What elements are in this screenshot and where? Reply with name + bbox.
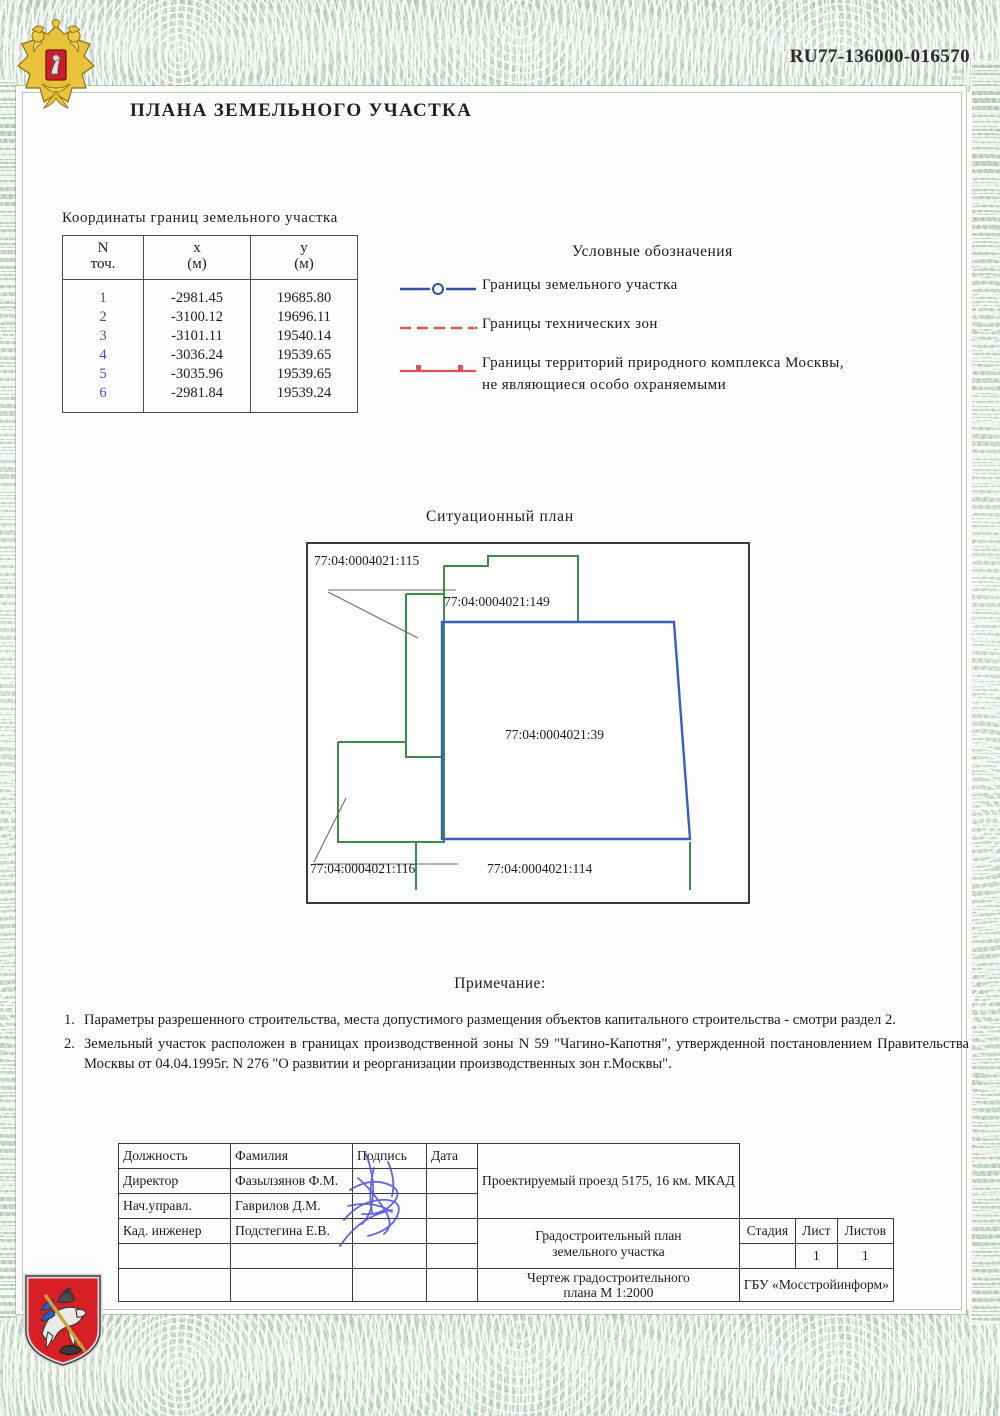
tb-sheets-value: 1 <box>837 1244 893 1269</box>
coordinates-x-value: -2981.45 <box>144 289 251 308</box>
coordinates-x-value: -2981.84 <box>144 384 251 403</box>
callout-leader-116 <box>314 798 346 862</box>
tb-row-name: Подстегина Е.В. <box>231 1219 353 1244</box>
coordinates-header-n: N точ. <box>63 236 144 280</box>
note-item <box>64 1010 969 1031</box>
tb-header-name: Фамилия <box>231 1144 353 1169</box>
legend-item-nature-complex-boundary <box>400 353 960 397</box>
parcel-115-boundary <box>406 566 444 757</box>
coordinates-point-number: 5 <box>63 365 144 384</box>
coordinates-x-value: -3036.24 <box>144 346 251 365</box>
coordinates-header-y: y (м) <box>251 236 358 280</box>
tb-stage-header: Стадия <box>739 1219 795 1244</box>
legend-item-land-plot-boundary <box>400 275 960 301</box>
note-text: Параметры разрешенного строительства, места допустимого размещения объектов капитального строительства - смотри раздел 2. <box>84 1012 896 1028</box>
dashed-red-line-icon <box>400 314 482 340</box>
tb-row-sign[interactable] <box>353 1169 427 1194</box>
moscow-coat-of-arms-emblem <box>22 1272 104 1368</box>
tb-header-date: Дата <box>427 1144 478 1169</box>
red-line-with-ticks-icon <box>400 353 482 381</box>
tb-row-name[interactable] <box>231 1244 353 1269</box>
coordinates-section <box>62 210 358 413</box>
note-text: Земельный участок расположен в границах производственной зоны N 59 "Чагино-Капотня", утвержденной постановлением Правительства Москвы от 04.04.1995г. N 276 "О развитии и реорганизации производственных зон г.Москвы". <box>84 1035 969 1073</box>
notes-title: Примечание: <box>454 975 546 992</box>
coordinates-point-number: 2 <box>63 308 144 327</box>
note-item <box>64 1034 969 1075</box>
coordinates-x-value: -3035.96 <box>144 365 251 384</box>
parcel-116-boundary <box>338 742 444 842</box>
page-title: ПЛАНА ЗЕМЕЛЬНОГО УЧАСТКА <box>130 100 473 121</box>
tb-sheet-value: 1 <box>796 1244 838 1269</box>
tb-drawing-kind: Чертеж градостроительного плана М 1:2000 <box>478 1269 740 1302</box>
tb-row-post: Кад. инженер <box>119 1219 231 1244</box>
coordinates-spacer-row <box>63 279 358 289</box>
document-number: RU77-136000-016570 <box>789 46 970 67</box>
parcel-label-149: 77:04:0004021:149 <box>444 594 550 609</box>
coordinates-row <box>63 365 358 384</box>
coordinates-y-value: 19685.80 <box>251 289 358 308</box>
title-block-table <box>118 1143 894 1302</box>
tb-row-post: Нач.управл. <box>119 1194 231 1219</box>
notes-section <box>64 1010 969 1078</box>
coordinates-y-value: 19539.24 <box>251 384 358 403</box>
coordinates-point-number: 6 <box>63 384 144 403</box>
legend-item-technical-zone-boundary <box>400 314 960 340</box>
coordinates-row <box>63 346 358 365</box>
parcel-label-114: 77:04:0004021:114 <box>487 861 593 876</box>
callout-leader-115 <box>328 592 418 638</box>
tb-row-date[interactable] <box>427 1269 478 1302</box>
tb-row-name: Фазылзянов Ф.М. <box>231 1169 353 1194</box>
legend-label: Границы технических зон <box>482 316 658 332</box>
parcel-label-116: 77:04:0004021:116 <box>310 861 416 876</box>
tb-row-post[interactable] <box>119 1269 231 1302</box>
title-block <box>118 1143 894 1302</box>
coordinates-row <box>63 308 358 327</box>
coordinates-point-number: 4 <box>63 346 144 365</box>
guilloche-band-left <box>0 80 16 1320</box>
coordinates-point-number: 1 <box>63 289 144 308</box>
tb-row-sign[interactable] <box>353 1219 427 1244</box>
tb-header-sign: Подпись <box>353 1144 427 1169</box>
tb-row-name: Гаврилов Д.М. <box>231 1194 353 1219</box>
solid-blue-line-with-circle-icon <box>400 275 482 301</box>
coordinates-header-x: x (м) <box>144 236 251 280</box>
tb-row-date[interactable] <box>427 1194 478 1219</box>
coordinates-point-number: 3 <box>63 327 144 346</box>
coordinates-spacer-row <box>63 403 358 413</box>
parcel-149-boundary <box>444 556 578 622</box>
tb-sheet-header: Лист <box>796 1219 838 1244</box>
guilloche-band-right <box>972 60 1000 1325</box>
tb-row-date[interactable] <box>427 1244 478 1269</box>
coordinates-y-value: 19539.65 <box>251 346 358 365</box>
legend-title: Условные обозначения <box>572 243 733 260</box>
coordinates-x-value: -3101.11 <box>144 327 251 346</box>
coordinates-row <box>63 327 358 346</box>
tb-sheets-header: Листов <box>837 1219 893 1244</box>
legend-label: Границы земельного участка <box>482 277 678 293</box>
tb-header-post: Должность <box>119 1144 231 1169</box>
tb-row-sign[interactable] <box>353 1269 427 1302</box>
tb-row-sign[interactable] <box>353 1194 427 1219</box>
tb-row-name[interactable] <box>231 1269 353 1302</box>
guilloche-band-bottom <box>0 1310 1000 1416</box>
russian-coat-of-arms-emblem <box>8 14 104 122</box>
coordinates-x-value: -3100.12 <box>144 308 251 327</box>
parcel-label-115: 77:04:0004021:115 <box>314 553 420 568</box>
coordinates-table <box>62 235 358 413</box>
coordinates-y-value: 19696.11 <box>251 308 358 327</box>
coordinates-row <box>63 289 358 308</box>
tb-document-kind: Градостроительный план земельного участка <box>478 1219 740 1269</box>
tb-row-sign[interactable] <box>353 1244 427 1269</box>
tb-row-date[interactable] <box>427 1169 478 1194</box>
tb-object-name: Проектируемый проезд 5175, 16 км. МКАД <box>478 1144 740 1219</box>
tb-organization: ГБУ «Мосстройинформ» <box>739 1269 893 1302</box>
coordinates-row <box>63 384 358 403</box>
coordinates-caption: Координаты границ земельного участка <box>62 210 338 226</box>
parcel-label-39: 77:04:0004021:39 <box>505 727 605 742</box>
legend-label: Границы территорий природного комплекса Москвы, не являющиеся особо охраняемыми <box>482 355 844 393</box>
tb-row-post: Директор <box>119 1169 231 1194</box>
note-number: 2. <box>64 1035 75 1052</box>
note-number: 1. <box>64 1012 75 1028</box>
tb-row-date[interactable] <box>427 1219 478 1244</box>
coordinates-y-value: 19539.65 <box>251 365 358 384</box>
coordinates-y-value: 19540.14 <box>251 327 358 346</box>
legend-section <box>400 243 960 410</box>
tb-stage-value <box>739 1244 795 1269</box>
tb-row-post[interactable] <box>119 1244 231 1269</box>
situational-plan-title: Ситуационный план <box>426 508 574 525</box>
